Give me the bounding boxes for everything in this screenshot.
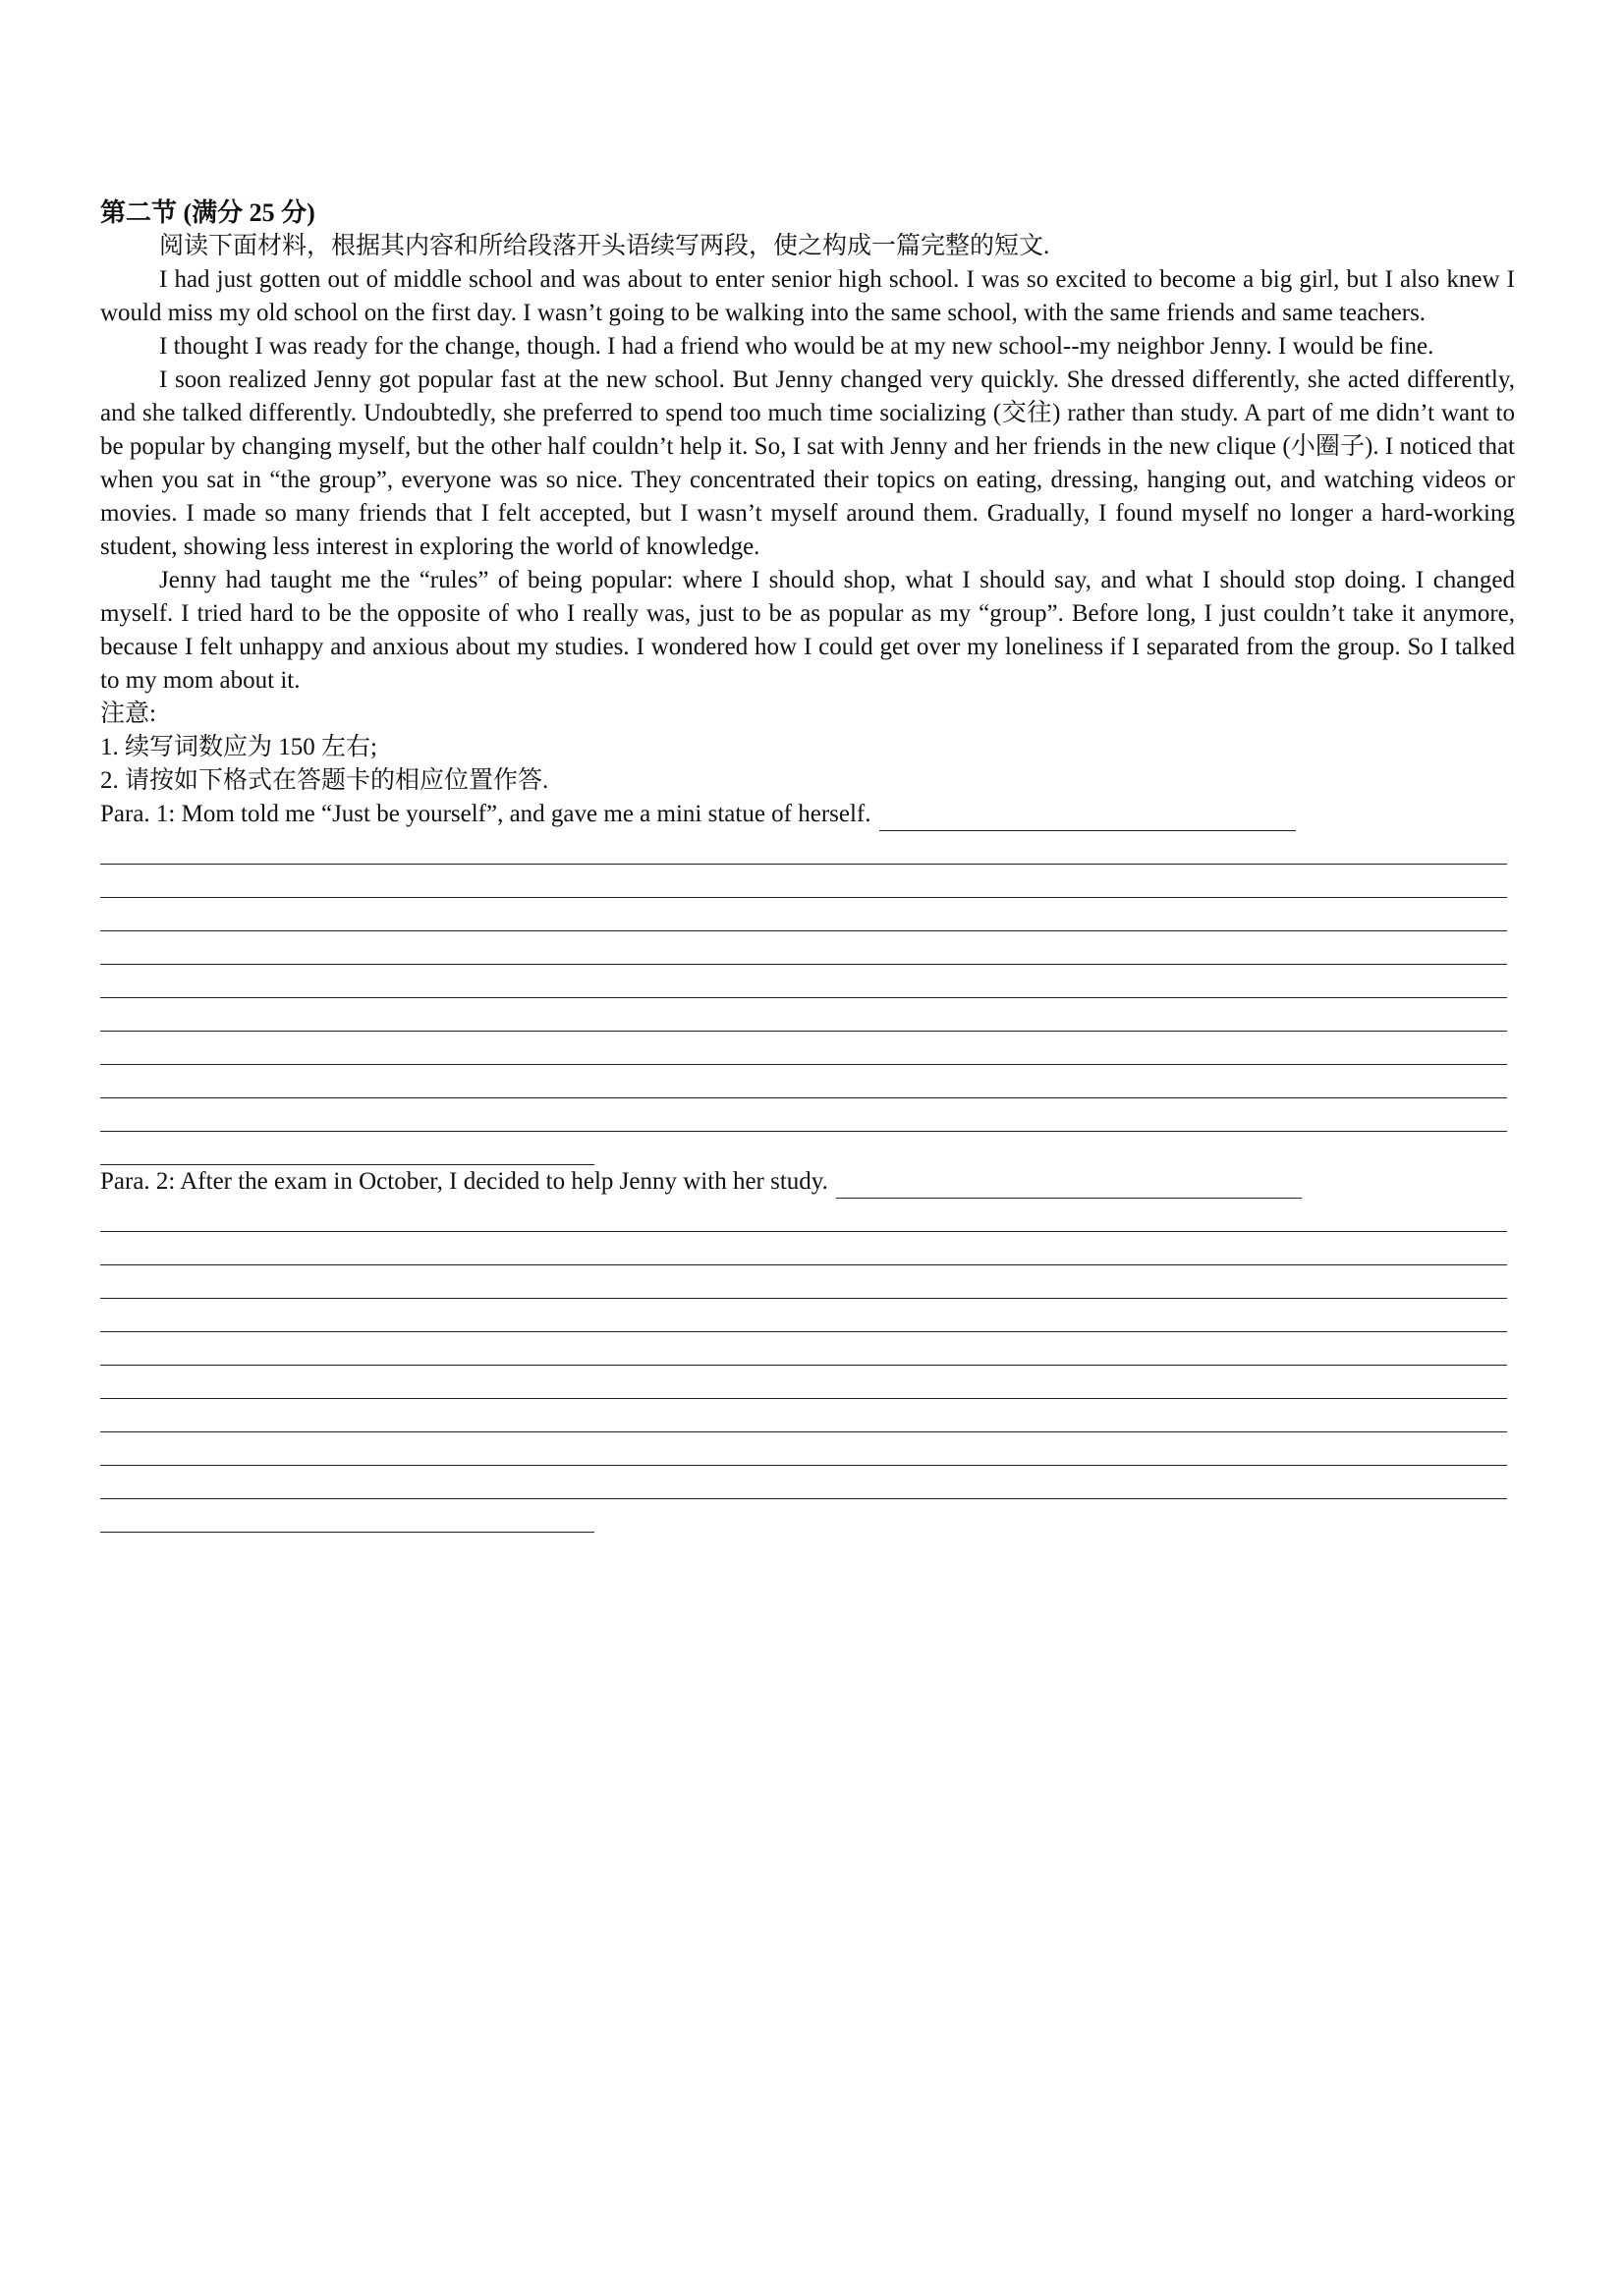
answer-line[interactable]	[100, 1265, 1507, 1299]
answer-line[interactable]	[100, 1065, 1507, 1098]
answer-line[interactable]	[100, 831, 1507, 865]
answer-line[interactable]	[100, 865, 1507, 898]
answer-line[interactable]	[100, 965, 1507, 998]
answer-line[interactable]	[100, 1232, 1507, 1265]
passage-paragraph-1: I had just gotten out of middle school and was about to enter senior high school. I was so excited to become a big girl, but I also knew I would miss my old school on the first day. I wasn’t going to be walking into the same school, with the same friends and same teachers.	[100, 266, 1515, 326]
answer-line[interactable]	[100, 1466, 1507, 1499]
note-item-1: 1. 续写词数应为 150 左右;	[100, 734, 377, 760]
notes-heading: 注意:	[100, 700, 156, 727]
para-1-prompt-row	[100, 798, 1515, 831]
answer-line[interactable]	[100, 998, 1507, 1032]
note-item-2: 2. 请按如下格式在答题卡的相应位置作答.	[100, 767, 549, 794]
para-2-prompt-row	[100, 1165, 1515, 1199]
answer-line[interactable]	[100, 1098, 1507, 1132]
answer-line[interactable]	[100, 931, 1507, 965]
answer-line[interactable]	[100, 1332, 1507, 1366]
para-2-prompt: Para. 2: After the exam in October, I decided to help Jenny with her study.	[100, 1168, 828, 1195]
para-1-first-line-blank[interactable]	[879, 805, 1296, 831]
para-2-first-line-blank[interactable]	[836, 1172, 1302, 1199]
passage-paragraph-2: I thought I was ready for the change, though. I had a friend who would be at my new school--my neighbor Jenny. I would be fine.	[159, 333, 1434, 360]
answer-line[interactable]	[100, 1199, 1507, 1232]
answer-line[interactable]	[100, 1366, 1507, 1399]
answer-line[interactable]	[100, 898, 1507, 931]
answer-line[interactable]	[100, 1032, 1507, 1065]
passage-paragraph-3: I soon realized Jenny got popular fast at the new school. But Jenny changed very quickly. She dressed differently, she acted differently, and she talked differently. Undoubtedly, she preferred to spend too much time socializing (交往) rather than study. A part of me didn’t want to be popular by changing myself, but the other half couldn’t help it. So, I sat with Jenny and her friends in the new clique (小圈子). I noticed that when you sat in “the group”, everyone was so nice. They concentrated their topics on eating, dressing, hanging out, and watching videos or movies. I made so many friends that I felt accepted, but I wasn’t myself around them. Gradually, I found myself no longer a hard-working student, showing less interest in exploring the world of knowledge.	[100, 366, 1515, 560]
answer-line-last[interactable]	[100, 1132, 594, 1165]
section-title: 第二节 (满分 25 分)	[100, 198, 315, 227]
writing-section	[100, 196, 1515, 1533]
answer-line[interactable]	[100, 1432, 1507, 1466]
answer-line[interactable]	[100, 1299, 1507, 1332]
para-1-prompt: Para. 1: Mom told me “Just be yourself”, and gave me a mini statue of herself.	[100, 801, 871, 827]
task-instruction: 阅读下面材料，根据其内容和所给段落开头语续写两段，使之构成一篇完整的短文.	[159, 233, 1050, 259]
answer-line-last[interactable]	[100, 1499, 594, 1533]
passage-paragraph-4: Jenny had taught me the “rules” of being popular: where I should shop, what I should say, and what I should stop doing. I changed myself. I tried hard to be the opposite of who I really was, just to be as popular as my “group”. Before long, I just couldn’t take it anymore, because I felt unhappy and anxious about my studies. I wondered how I could get over my loneliness if I separated from the group. So I talked to my mom about it.	[100, 567, 1515, 694]
answer-line[interactable]	[100, 1399, 1507, 1432]
